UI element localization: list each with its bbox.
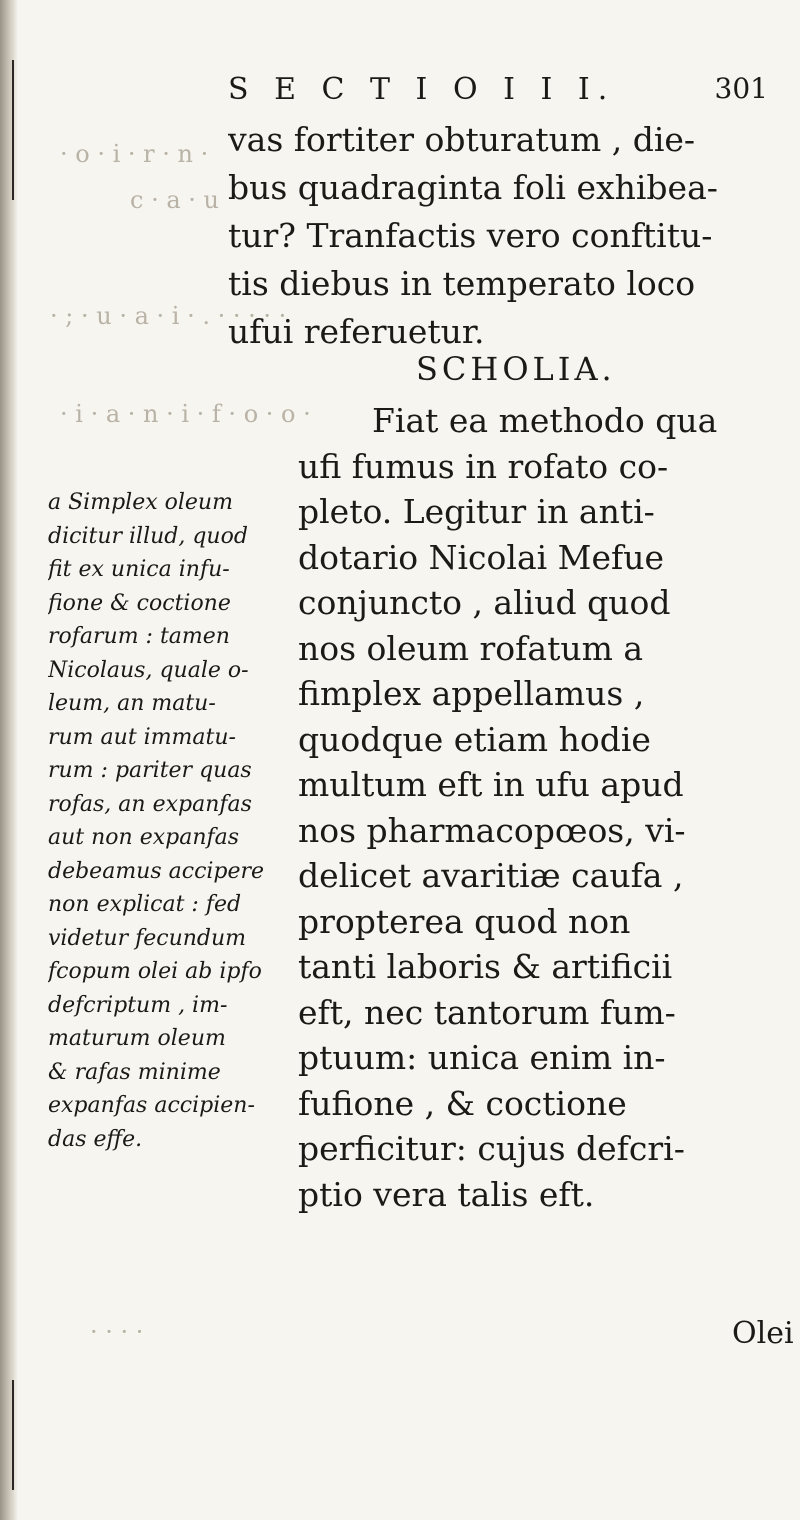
text-line: tur? Tranfactis vero conftitu-	[228, 216, 713, 255]
margin-note-line: defcriptum , im-	[48, 992, 228, 1018]
text-line: propterea quod non	[298, 901, 631, 941]
scholia-body	[298, 398, 792, 1217]
page-number: 301	[714, 72, 768, 105]
text-line: nos pharmacopœos, vi-	[298, 810, 686, 850]
text-line: quodque etiam hodie	[298, 719, 651, 759]
margin-note	[48, 486, 310, 1156]
text-line: ufi fumus in rofato co-	[298, 446, 669, 486]
text-line: eft, nec tantorum fum-	[298, 992, 676, 1032]
section-heading: SCHOLIA.	[416, 350, 616, 388]
bleed-through-text: · o · i · r · n ·	[60, 140, 209, 168]
text-line: pleto. Legitur in anti-	[298, 492, 655, 531]
text-line: vas fortiter obturatum , die-	[228, 120, 696, 159]
bleed-through-text: c · a · u	[130, 186, 219, 214]
bleed-through-text: · · · ·	[90, 1318, 144, 1346]
running-title: S E C T I O I I I.	[228, 72, 616, 107]
text-line: tis diebus in temperato loco	[228, 264, 696, 303]
text-line: multum eft in ufu apud	[298, 765, 684, 804]
margin-note-line: rum aut immatu-	[48, 724, 236, 750]
catchword: Olei	[732, 1316, 794, 1351]
margin-note-line: Nicolaus, quale o-	[48, 657, 249, 683]
text-line: Fiat ea methodo qua	[372, 401, 718, 440]
margin-note-line: dicitur illud, quod	[48, 523, 248, 549]
margin-note-line: leum, an matu-	[48, 691, 216, 716]
margin-note-line: non explicat : fed	[48, 892, 242, 917]
margin-note-line: videtur fecundum	[48, 925, 247, 951]
running-header	[228, 72, 768, 112]
gutter-shadow	[12, 60, 14, 200]
margin-note-line: fit ex unica infu-	[48, 557, 230, 582]
text-line: bus quadraginta foli exhibea-	[228, 168, 718, 207]
text-line: perficitur: cujus defcri-	[298, 1129, 685, 1168]
text-line: ptio vera talis eft.	[298, 1174, 595, 1214]
margin-note-line: debeamus accipere	[48, 858, 265, 884]
gutter-shadow	[12, 1380, 14, 1490]
margin-note-line: rum : pariter quas	[48, 758, 252, 783]
text-line: ptuum: unica enim in-	[298, 1038, 666, 1077]
text-line: conjuncto , aliud quod	[298, 583, 671, 622]
margin-note-line: a Simplex oleum	[48, 490, 233, 515]
margin-note-line: expanfas accipien-	[48, 1093, 255, 1118]
margin-note-line: & rafas minime	[48, 1059, 221, 1085]
margin-note-line: rofas, an expanfas	[48, 791, 252, 817]
page-gutter	[0, 0, 18, 1520]
text-line: tanti laboris & artificii	[298, 947, 673, 986]
text-above-heading	[228, 116, 788, 356]
text-line: dotario Nicolai Mefue	[298, 537, 664, 577]
bleed-through-text: · i · a · n · i · f · o · o ·	[60, 400, 311, 428]
margin-note-line: fione & coctione	[48, 590, 231, 616]
bleed-through-text: · ; · u · a · i · . · · · · ·	[50, 302, 287, 330]
text-line: fimplex appellamus ,	[298, 674, 645, 713]
text-line: fufione , & coctione	[298, 1083, 627, 1123]
text-line: ufui referuetur.	[228, 312, 485, 351]
margin-note-line: maturum oleum	[48, 1026, 226, 1051]
margin-note-line: rofarum : tamen	[48, 624, 230, 649]
margin-note-line: fcopum olei ab ipfo	[48, 959, 262, 984]
margin-note-line: das effe.	[48, 1126, 143, 1152]
margin-note-line: aut non expanfas	[48, 825, 240, 850]
text-line: delicet avaritiæ caufa ,	[298, 856, 684, 895]
text-line: nos oleum rofatum a	[298, 628, 644, 668]
